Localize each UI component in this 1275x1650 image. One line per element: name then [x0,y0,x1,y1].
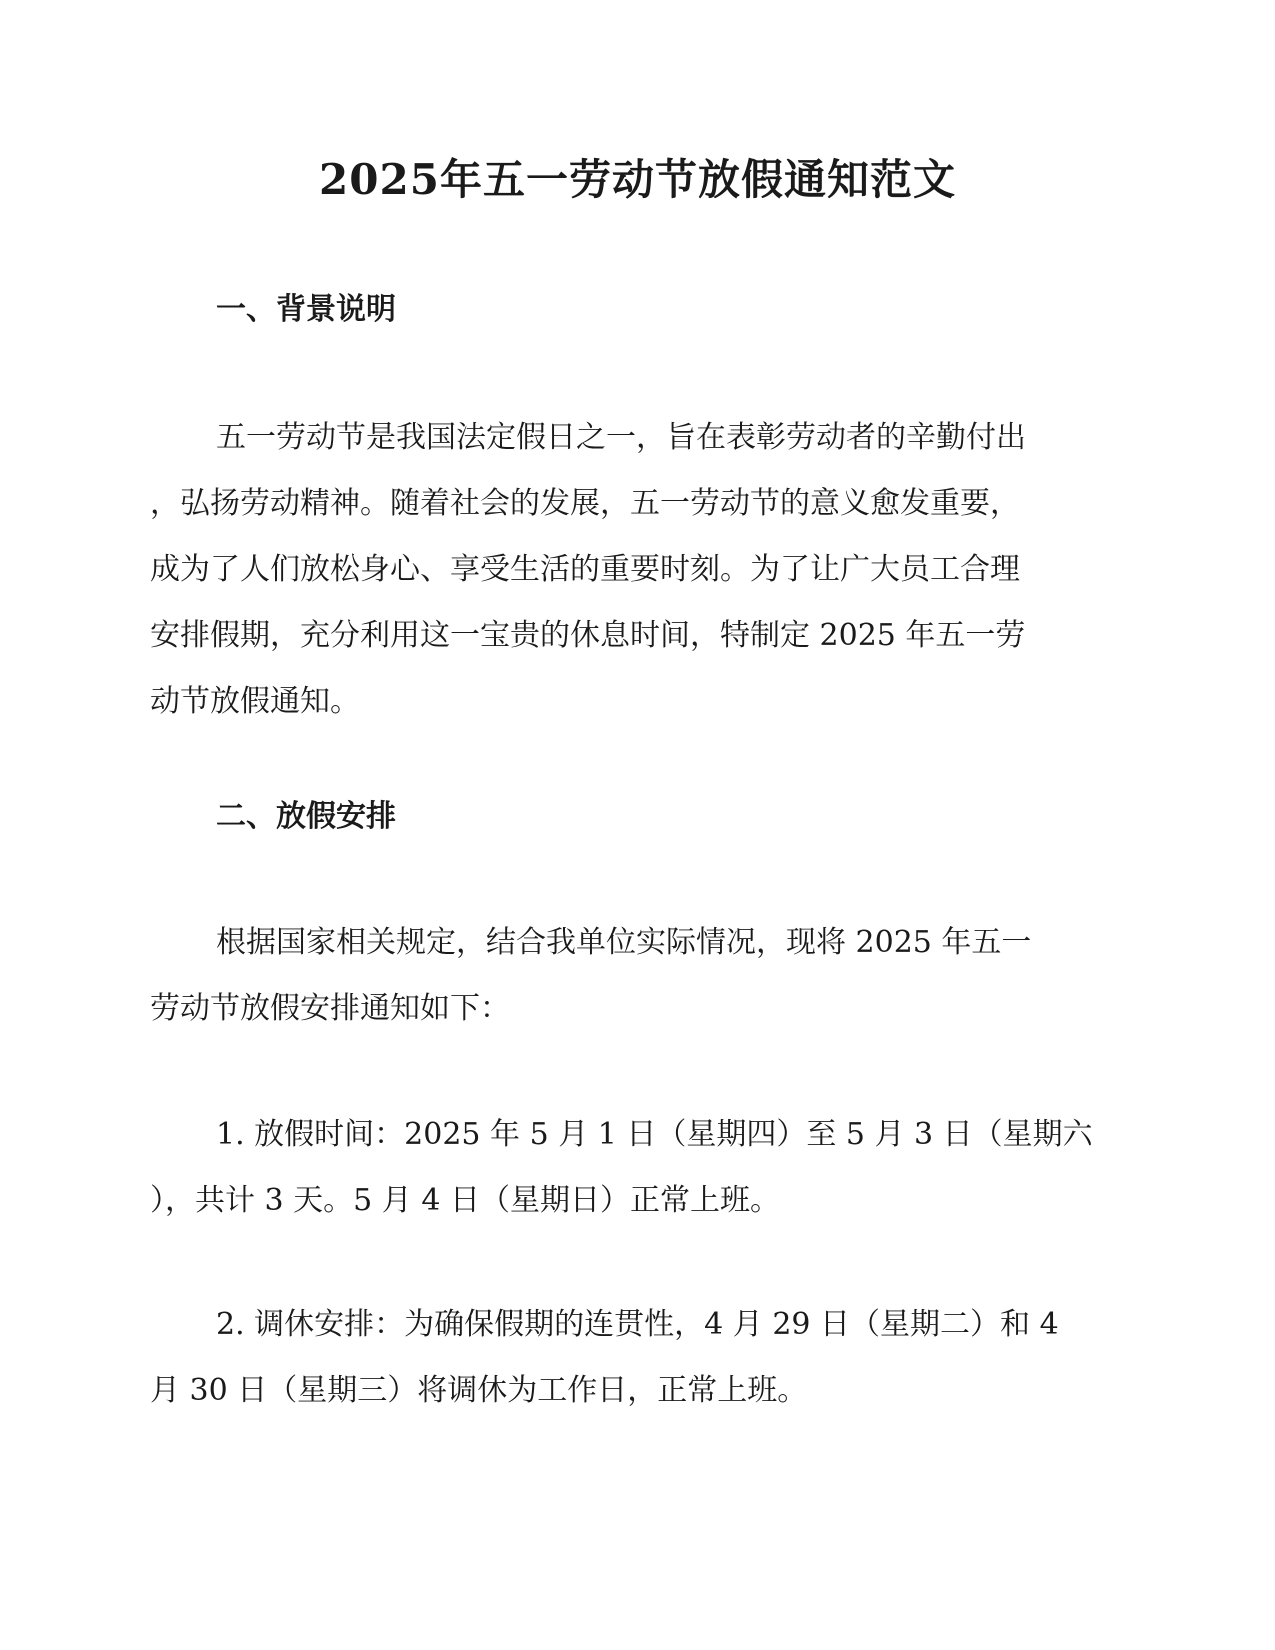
section-heading-background: 一、背景说明 [216,292,396,327]
paragraph-line: 月 30 日（星期三）将调休为工作日，正常上班。 [150,1373,808,1408]
paragraph-line: 五一劳动节是我国法定假日之一，旨在表彰劳动者的辛勤付出 [216,420,1026,455]
paragraph-line: ，弘扬劳动精神。随着社会的发展，五一劳动节的意义愈发重要， [150,486,1020,521]
document-title: 2025年五一劳动节放假通知范文 [319,155,956,204]
section-heading-arrangement: 二、放假安排 [216,799,396,834]
paragraph-shift-arrangement [150,1292,1110,1424]
paragraph-line: 安排假期，充分利用这一宝贵的休息时间，特制定 2025 年五一劳 [150,618,1026,653]
paragraph-arrangement-intro [150,910,1110,1042]
paragraph-background [150,405,1110,735]
paragraph-line: ），共计 3 天。5 月 4 日（星期日）正常上班。 [150,1183,780,1218]
paragraph-line: 动节放假通知。 [150,684,360,719]
paragraph-holiday-time [150,1102,1110,1234]
paragraph-line: 1. 放假时间：2025 年 5 月 1 日（星期四）至 5 月 3 日（星期六 [216,1117,1093,1152]
paragraph-line: 劳动节放假安排通知如下： [150,991,510,1026]
paragraph-line: 成为了人们放松身心、享受生活的重要时刻。为了让广大员工合理 [150,552,1020,587]
paragraph-line: 根据国家相关规定，结合我单位实际情况，现将 2025 年五一 [216,925,1032,960]
paragraph-line: 2. 调休安排：为确保假期的连贯性，4 月 29 日（星期二）和 4 [216,1307,1059,1342]
